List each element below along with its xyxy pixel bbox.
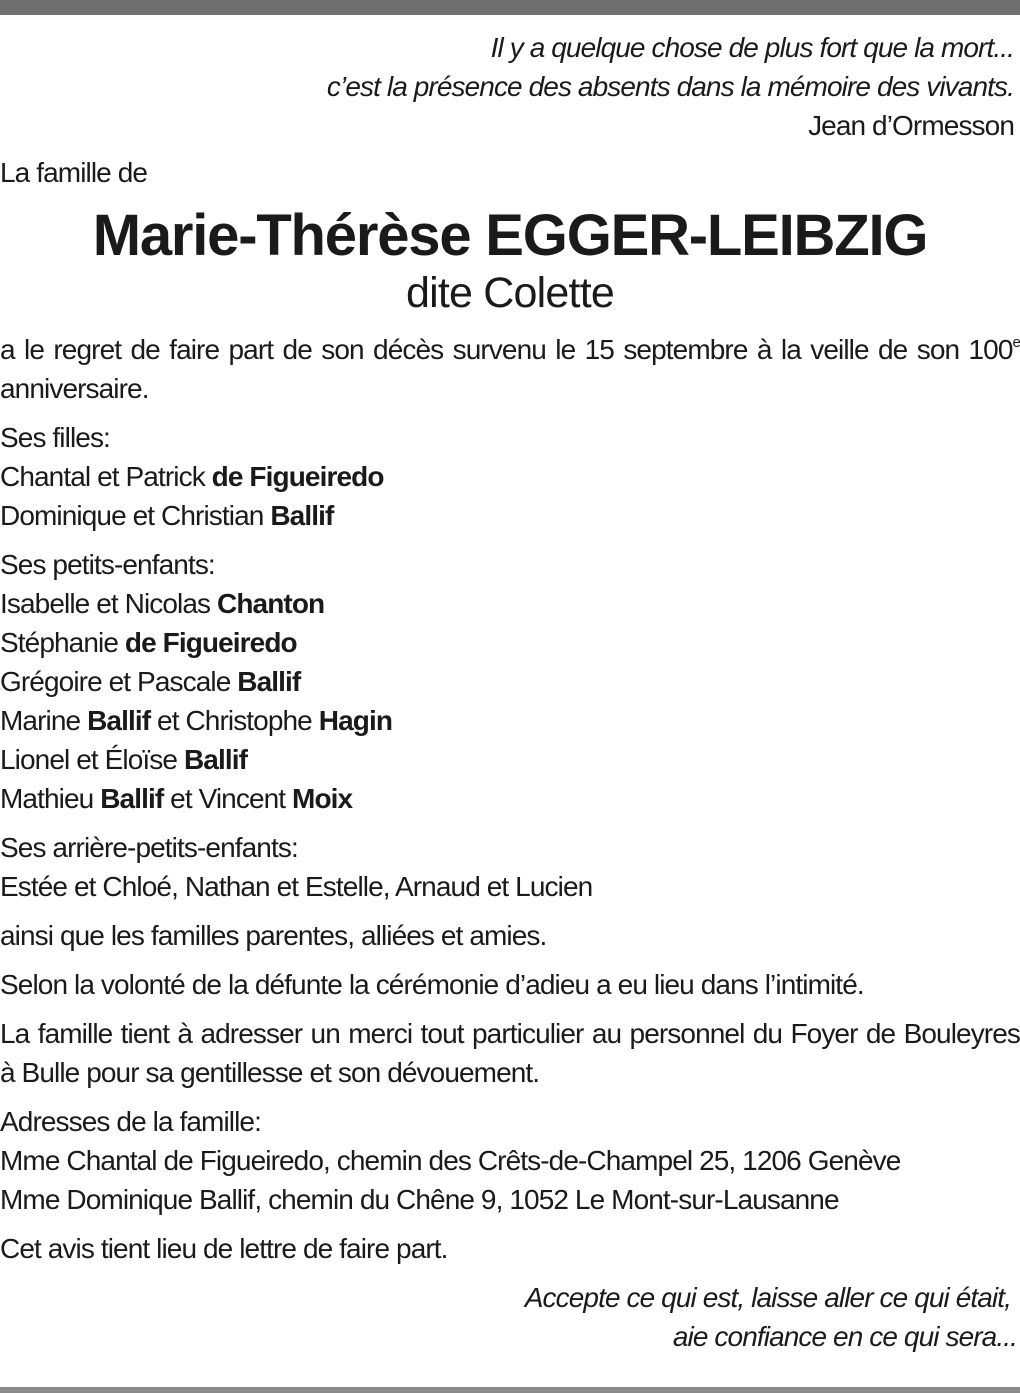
daughters-section bbox=[0, 418, 1020, 535]
thanks-text: La famille tient à adresser un merci tout particulier au personnel du Foyer de Bouleyres à Bulle pour sa gentillesse et son dévouement. bbox=[0, 1018, 1020, 1088]
list-item: Mme Chantal de Figueiredo, chemin des Crêts-de-Champel 25, 1206 Genève bbox=[0, 1145, 901, 1176]
list-item: Mathieu Ballif et Vincent Moix bbox=[0, 783, 353, 814]
announcement-superscript: e bbox=[1012, 334, 1020, 351]
top-rule bbox=[0, 0, 1020, 15]
list-item: Mme Dominique Ballif, chemin du Chêne 9, 1052 Le Mont-sur-Lausanne bbox=[0, 1184, 839, 1215]
grandchildren-heading: Ses petits-enfants: bbox=[0, 549, 215, 580]
bottom-rule bbox=[0, 1387, 1020, 1393]
closing-quote bbox=[0, 1278, 1020, 1356]
closing-quote-line-1: Accepte ce qui est, laisse aller ce qui était, bbox=[524, 1282, 1011, 1313]
announcement-text: a le regret de faire part de son décès survenu le 15 septembre à la veille de son 100 bbox=[0, 334, 1013, 365]
addresses-heading: Adresses de la famille: bbox=[0, 1106, 261, 1137]
great-grandchildren-names: Estée et Chloé, Nathan et Estelle, Arnaud et Lucien bbox=[0, 871, 593, 902]
deceased-name: Marie-Thérèse EGGER-LEIBZIG bbox=[92, 203, 928, 268]
obituary-notice bbox=[0, 28, 1020, 1356]
list-item: Dominique et Christian Ballif bbox=[0, 500, 334, 531]
announcement-suffix: anniversaire. bbox=[0, 373, 149, 404]
ceremony-text: Selon la volonté de la défunte la cérémonie d’adieu a eu lieu dans l’intimité. bbox=[0, 969, 864, 1000]
list-item: Chantal et Patrick de Figueiredo bbox=[0, 461, 384, 492]
great-grandchildren-section bbox=[0, 828, 1020, 906]
notice-text: Cet avis tient lieu de lettre de faire part. bbox=[0, 1233, 448, 1264]
announcement bbox=[0, 330, 1020, 408]
list-item: Grégoire et Pascale Ballif bbox=[0, 666, 301, 697]
deceased-alias: dite Colette bbox=[406, 269, 614, 317]
addresses-section bbox=[0, 1102, 1020, 1219]
list-item: Lionel et Éloïse Ballif bbox=[0, 744, 248, 775]
grandchildren-section bbox=[0, 545, 1020, 818]
closing-quote-line-2: aie confiance en ce qui sera... bbox=[672, 1321, 1017, 1352]
epigraph-line-1: Il y a quelque chose de plus fort que la mort... bbox=[490, 32, 1014, 63]
families-text: ainsi que les familles parentes, alliées et amies. bbox=[0, 920, 547, 951]
list-item: Stéphanie de Figueiredo bbox=[0, 627, 297, 658]
intro-text: La famille de bbox=[0, 157, 148, 188]
epigraph-author: Jean d’Ormesson bbox=[808, 110, 1014, 141]
list-item: Marine Ballif et Christophe Hagin bbox=[0, 705, 393, 736]
list-item: Isabelle et Nicolas Chanton bbox=[0, 588, 325, 619]
epigraph bbox=[0, 28, 1020, 145]
epigraph-line-2: c’est la présence des absents dans la mémoire des vivants. bbox=[326, 71, 1014, 102]
great-grandchildren-heading: Ses arrière-petits-enfants: bbox=[0, 832, 298, 863]
daughters-heading: Ses filles: bbox=[0, 422, 110, 453]
